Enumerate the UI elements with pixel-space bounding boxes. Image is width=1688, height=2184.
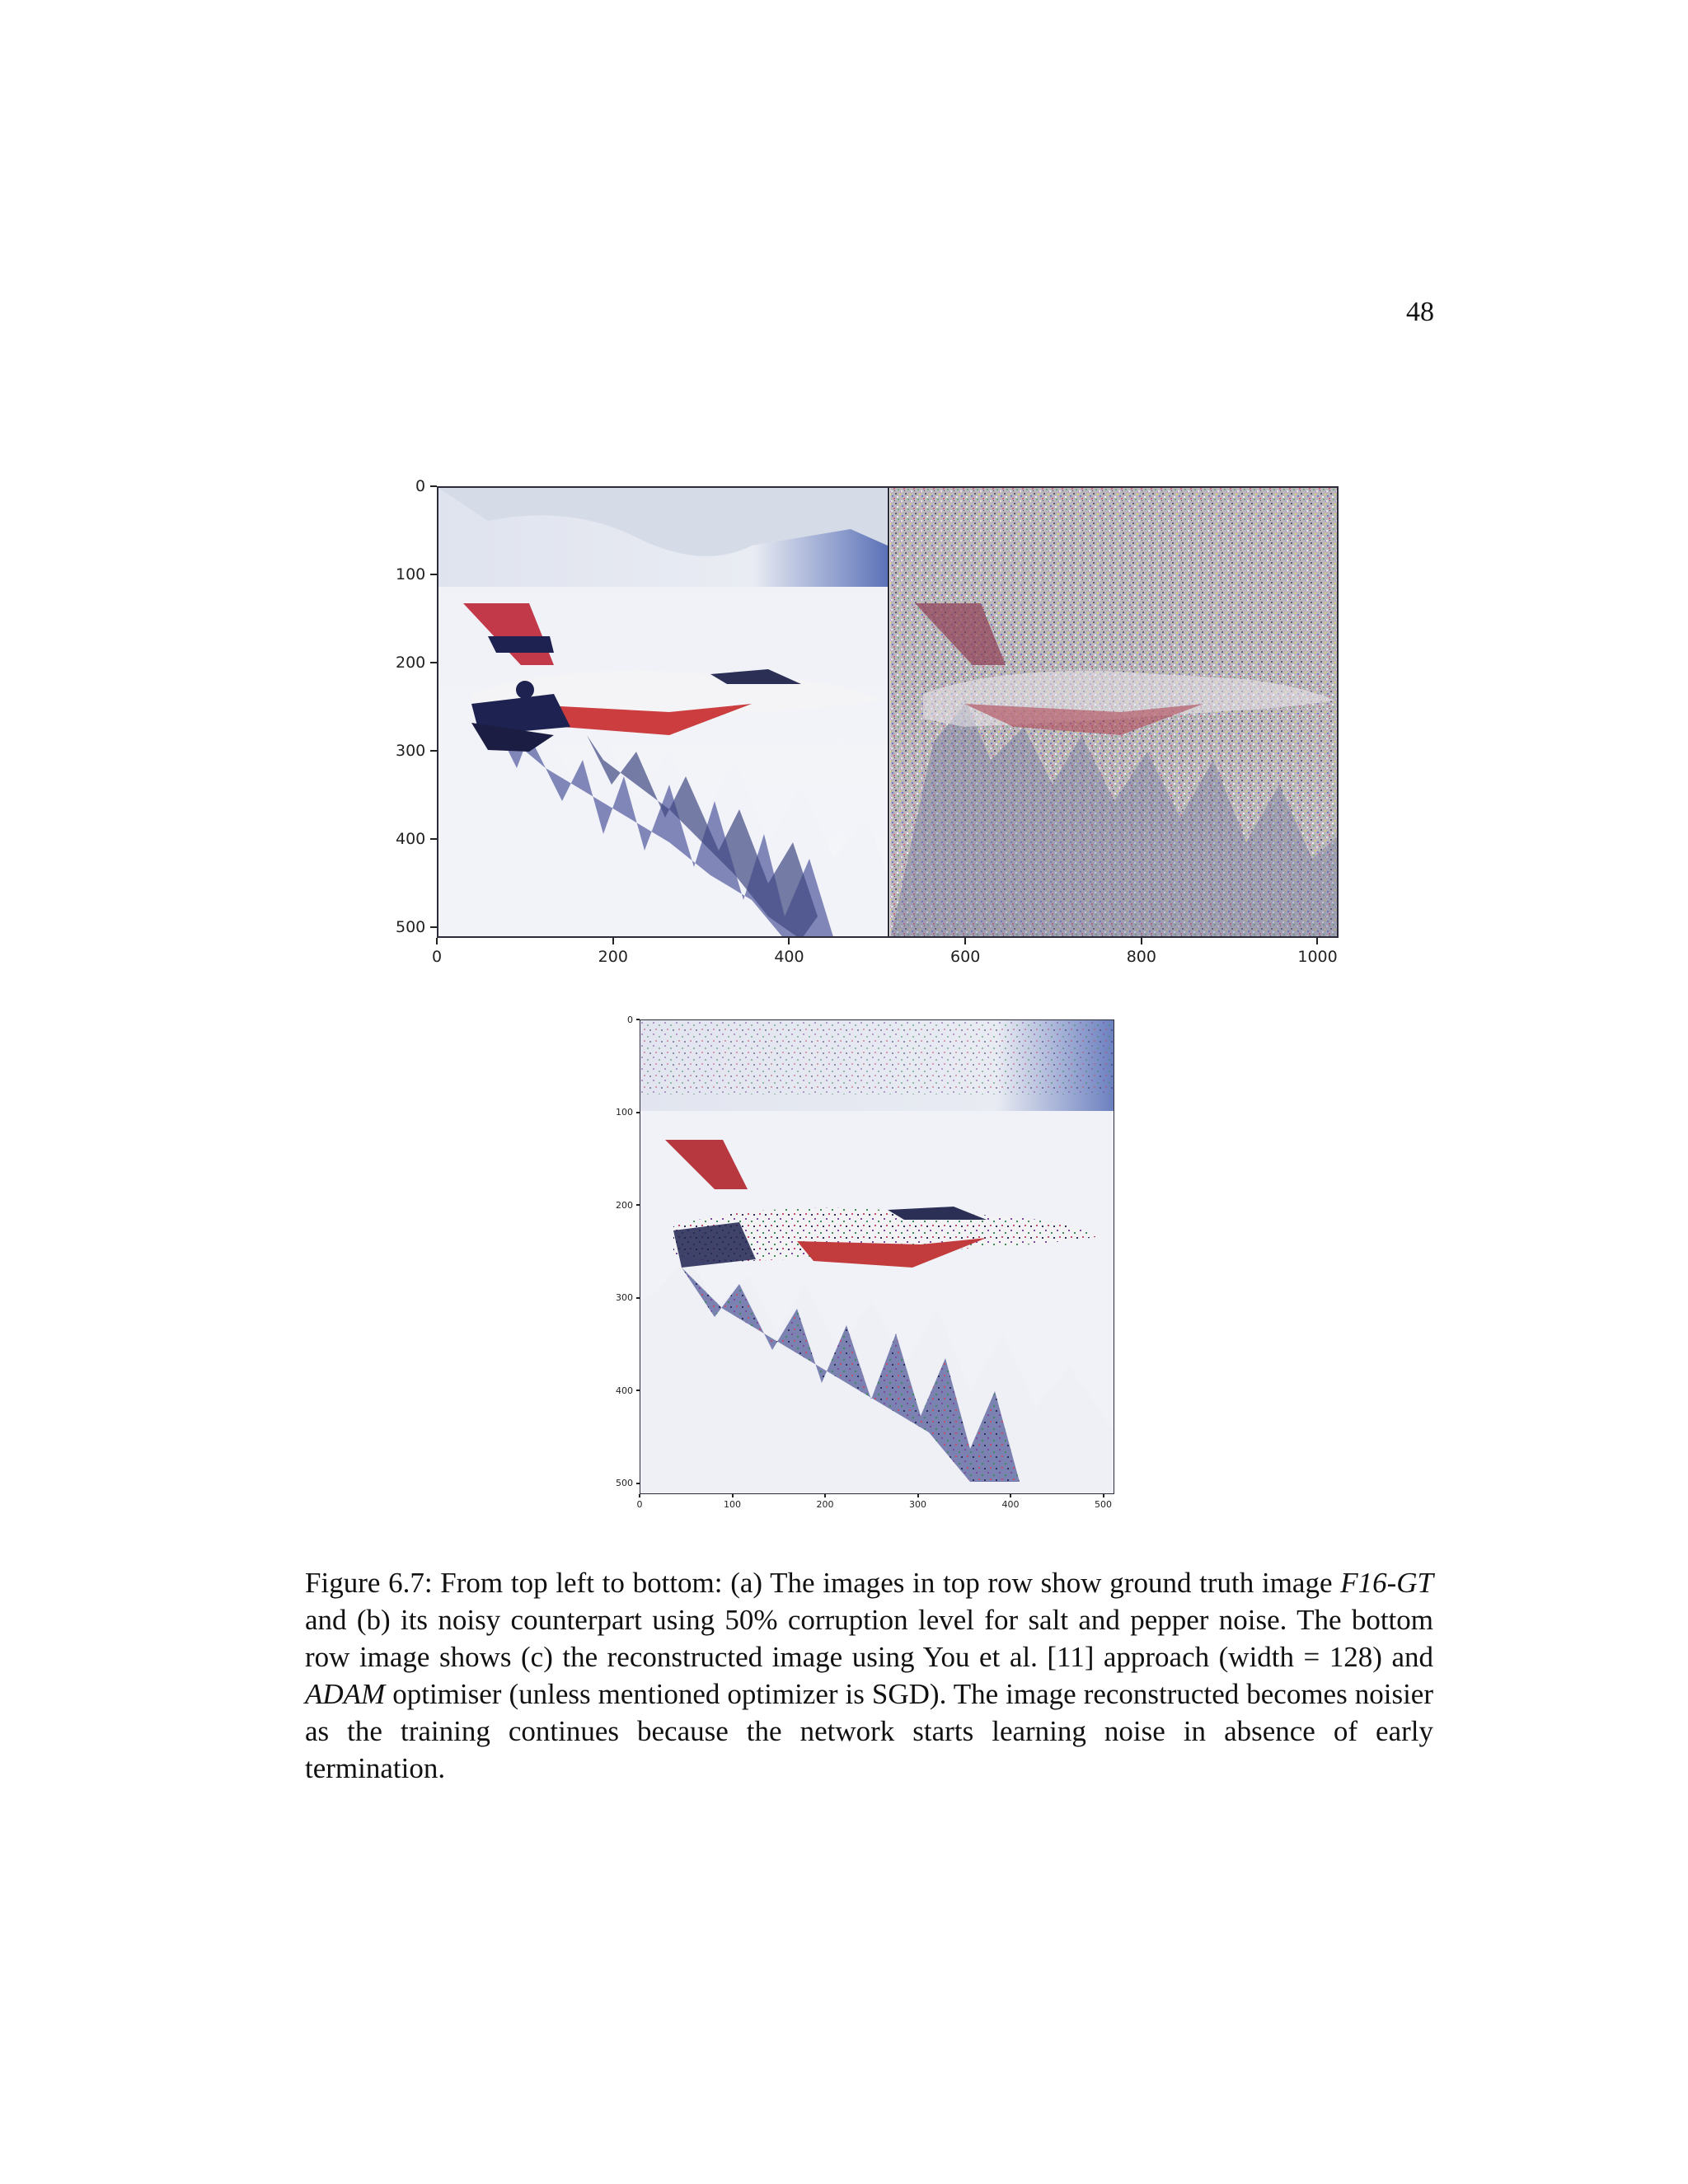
x-tick-label: 100 [724, 1499, 741, 1510]
x-tick-label: 0 [432, 948, 443, 966]
top-images [438, 488, 1339, 938]
y-tick-mark [636, 1390, 640, 1391]
y-tick-mark [636, 1204, 640, 1206]
x-tick-mark [1010, 1494, 1011, 1497]
y-tick-label: 200 [396, 654, 426, 673]
y-tick-label: 0 [415, 477, 426, 495]
caption-part-1: Figure 6.7: From top left to bottom: (a) The images in top row show ground truth image [305, 1567, 1341, 1599]
x-tick-mark [1316, 938, 1318, 944]
reconstructed-image [640, 1020, 1114, 1494]
x-tick-mark [788, 938, 790, 944]
noisy-image [890, 488, 1339, 938]
x-tick-label: 0 [636, 1499, 643, 1510]
y-tick-label: 200 [616, 1199, 633, 1211]
x-tick-mark [917, 1494, 919, 1497]
y-tick-mark [430, 750, 437, 752]
y-tick-label: 500 [616, 1478, 633, 1488]
x-tick-mark [612, 938, 614, 944]
y-tick-label: 0 [627, 1014, 633, 1025]
x-tick-mark [732, 1494, 734, 1497]
bottom-plot-frame [640, 1019, 1114, 1494]
y-tick-mark [430, 574, 437, 575]
x-tick-label: 500 [1095, 1499, 1112, 1510]
y-tick-mark [636, 1297, 640, 1299]
page-number: 48 [1406, 297, 1434, 327]
y-tick-mark [430, 838, 437, 840]
figure-caption [305, 1564, 1433, 1787]
y-tick-label: 400 [396, 830, 426, 849]
y-tick-mark [430, 662, 437, 663]
x-tick-mark [824, 1494, 826, 1497]
x-tick-label: 1000 [1297, 948, 1338, 966]
y-tick-mark [636, 1112, 640, 1113]
x-tick-mark [436, 938, 438, 944]
x-tick-label: 400 [1001, 1499, 1020, 1510]
y-tick-mark [430, 485, 437, 487]
y-tick-label: 400 [616, 1385, 633, 1396]
x-tick-label: 200 [816, 1499, 834, 1510]
y-tick-label: 100 [396, 565, 426, 584]
ground-truth-image [438, 488, 888, 938]
x-tick-mark [964, 938, 966, 944]
x-tick-label: 300 [909, 1499, 926, 1510]
x-tick-label: 600 [950, 948, 981, 966]
x-tick-label: 200 [598, 948, 628, 966]
y-tick-label: 500 [396, 918, 426, 937]
top-plot-frame [437, 486, 1339, 938]
y-tick-label: 100 [616, 1107, 633, 1118]
x-tick-mark [1103, 1494, 1104, 1497]
y-tick-label: 300 [396, 742, 426, 761]
caption-emph-adam: ADAM [305, 1678, 386, 1710]
y-tick-label: 300 [616, 1292, 633, 1303]
x-tick-label: 400 [774, 948, 804, 966]
figure-top-row [379, 474, 1352, 968]
y-tick-mark [636, 1483, 640, 1484]
caption-part-2: and (b) its noisy counterpart using 50% corruption level for salt and pepper noise. The bottom row image shows (c) the reconstructed image using You et al. [11] approach (width = 128) and [305, 1604, 1433, 1673]
x-tick-mark [639, 1494, 640, 1497]
y-tick-mark [430, 926, 437, 928]
x-tick-mark [1141, 938, 1142, 944]
caption-part-3: optimiser (unless mentioned optimizer is SGD). The image reconstructed becomes noisier as the training continues because the network starts learning noise in absence of early termination. [305, 1678, 1433, 1784]
x-tick-label: 800 [1126, 948, 1156, 966]
caption-emph-f16gt: F16-GT [1340, 1567, 1433, 1599]
y-tick-mark [636, 1019, 640, 1020]
figure-bottom-row [602, 1010, 1129, 1521]
